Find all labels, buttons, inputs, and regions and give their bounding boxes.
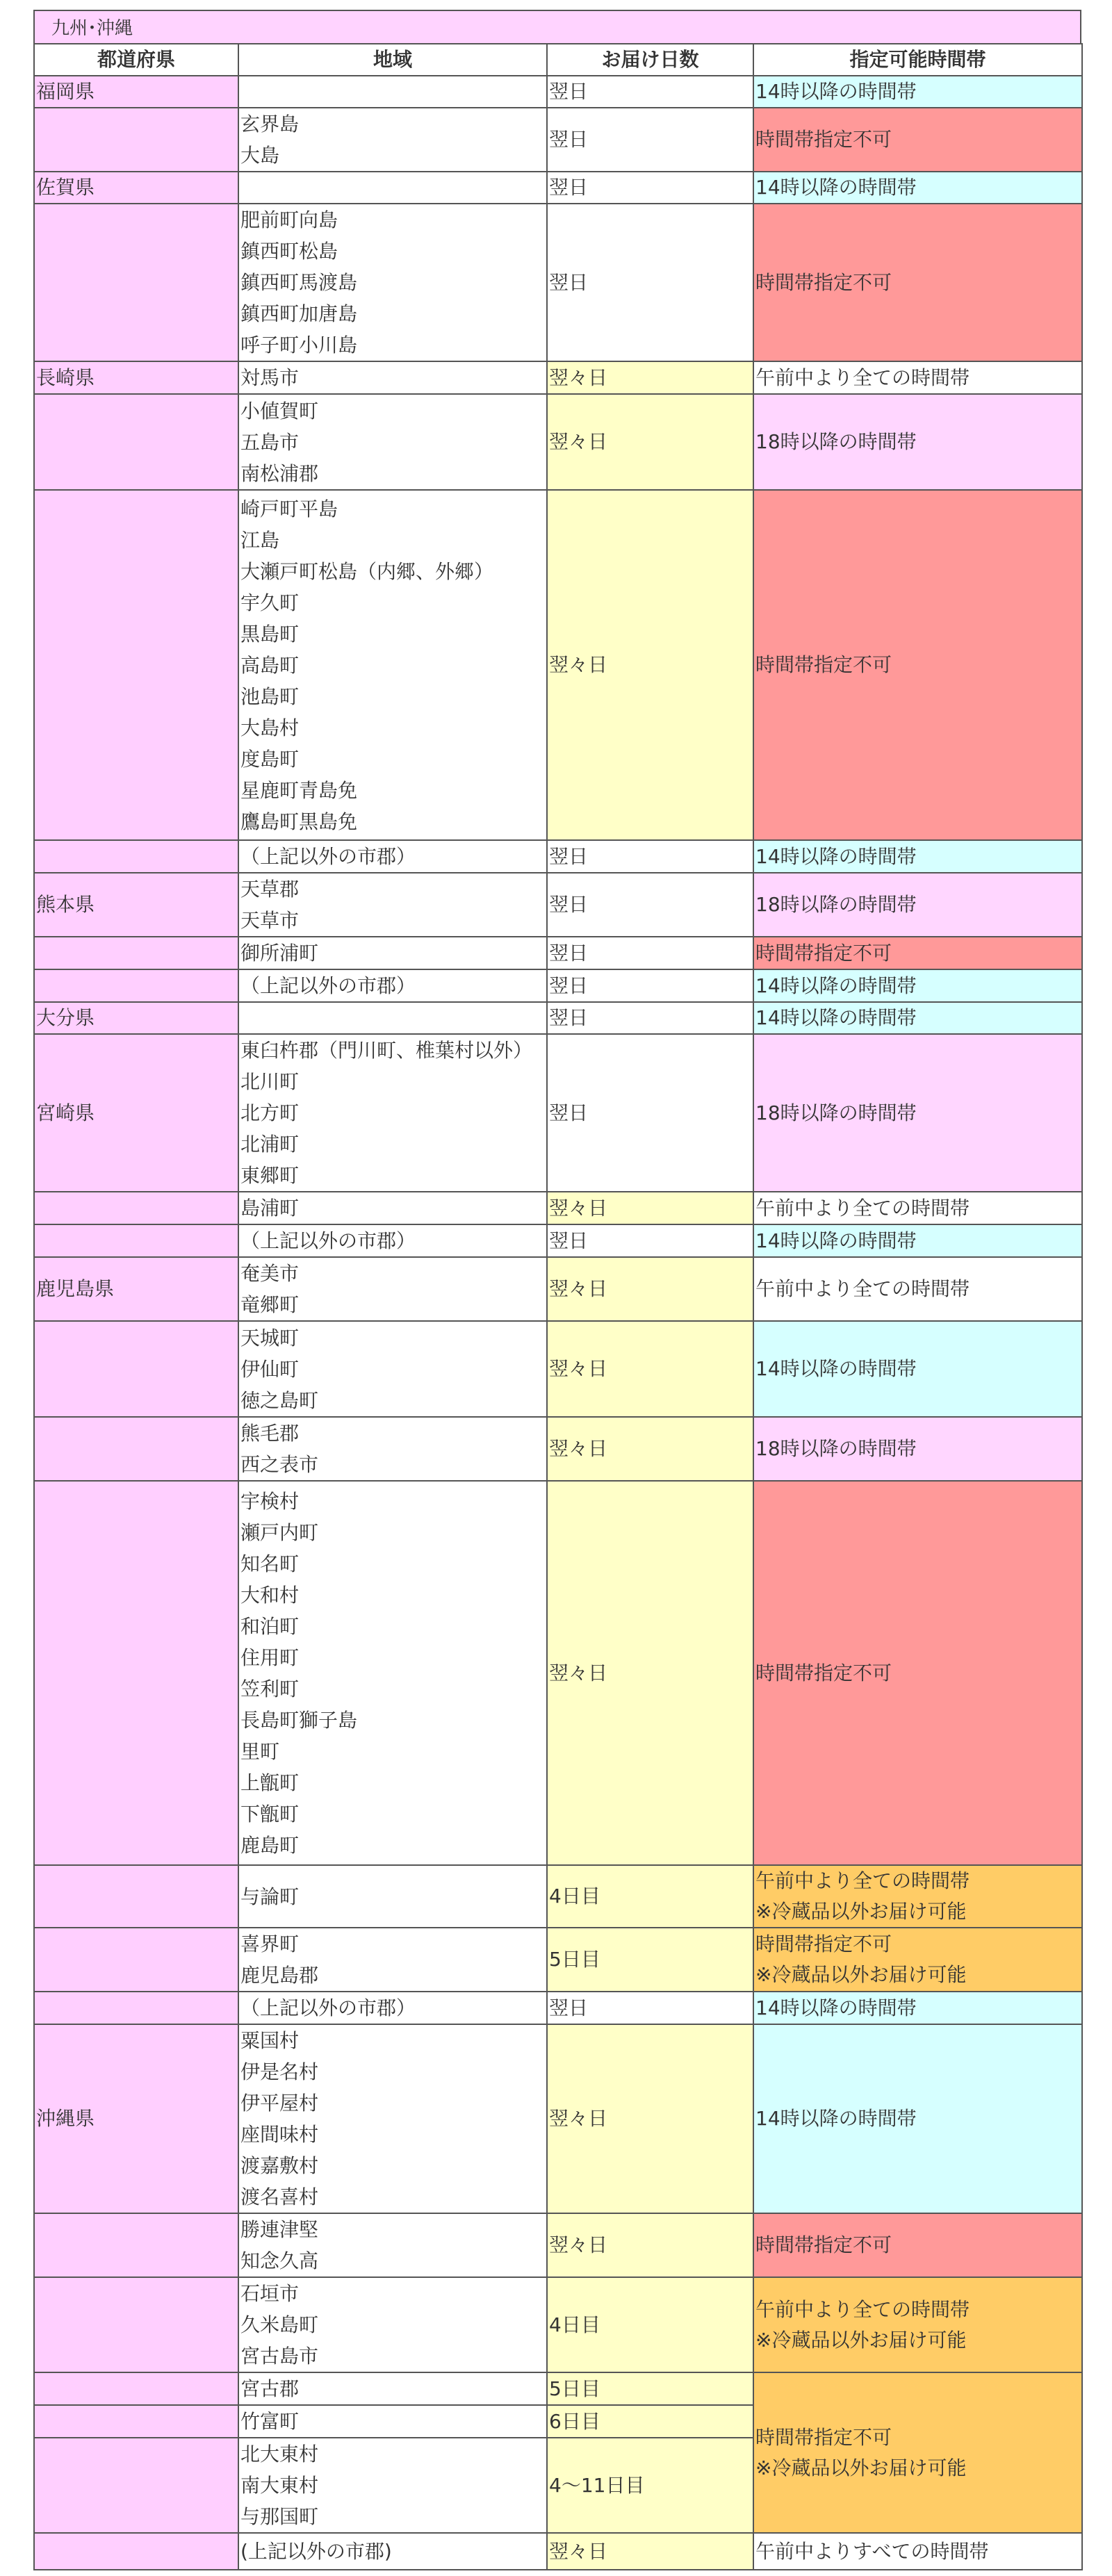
area-item: 喜界町 — [240, 1933, 300, 1955]
area-cell — [238, 1192, 547, 1224]
time-slot-cell — [753, 1992, 1082, 2024]
area-item: 呼子町小川島 — [240, 334, 358, 356]
delivery-days-cell: 翌日 — [547, 840, 753, 873]
time-slot-line: 14時以降の時間帯 — [755, 1996, 917, 2019]
delivery-days-cell: 翌々日 — [547, 2213, 753, 2277]
area-item: 島浦町 — [240, 1197, 300, 1220]
area-item: 里町 — [240, 1739, 280, 1763]
delivery-days-cell: 翌々日 — [547, 2024, 753, 2213]
prefecture-cell: 沖縄県 — [34, 2024, 238, 2213]
delivery-days-cell: 翌日 — [547, 873, 753, 937]
time-slot-line: 時間帯指定不可 — [755, 128, 892, 151]
area-item: 粟国村 — [240, 2029, 300, 2052]
area-cell — [238, 1002, 547, 1034]
region-header: 九州･沖縄 — [33, 10, 1081, 44]
area-item: 池島町 — [240, 684, 300, 708]
area-item: 宮古島市 — [240, 2345, 319, 2368]
area-item: （上記以外の市郡） — [240, 974, 416, 997]
time-slot-cell — [753, 490, 1082, 840]
time-slot-cell — [753, 172, 1082, 204]
time-slot-cell — [753, 394, 1082, 490]
time-slot-cell — [753, 873, 1082, 937]
area-item: 黒島町 — [240, 622, 300, 646]
table-row — [34, 204, 1082, 361]
table-row — [34, 1192, 1082, 1224]
area-item: 長島町獅子島 — [240, 1708, 358, 1732]
area-cell — [238, 2277, 547, 2372]
time-slot-line: 時間帯指定不可 — [755, 941, 892, 965]
area-cell — [238, 873, 547, 937]
table-row — [34, 1321, 1082, 1417]
delivery-days-cell: 翌日 — [547, 1992, 753, 2024]
table-row — [34, 1034, 1082, 1192]
area-item: 徳之島町 — [240, 1388, 319, 1412]
area-cell — [238, 969, 547, 1002]
area-item: 天城町 — [240, 1326, 300, 1349]
area-item: 北方町 — [240, 1101, 300, 1124]
prefecture-cell — [34, 2438, 238, 2533]
time-slot-line: 14時以降の時間帯 — [755, 974, 917, 997]
prefecture-cell — [34, 2372, 238, 2405]
table-row — [34, 76, 1082, 108]
time-slot-cell — [753, 1224, 1082, 1257]
table-row — [34, 394, 1082, 490]
area-item: 北大東村 — [240, 2443, 319, 2466]
area-item: （上記以外の市郡） — [240, 1229, 416, 1252]
area-cell — [238, 1865, 547, 1928]
area-item: 鎮西町松島 — [240, 240, 338, 263]
area-item: 和泊町 — [240, 1614, 300, 1638]
delivery-days-cell: 翌日 — [547, 937, 753, 969]
delivery-days-cell: 翌日 — [547, 1002, 753, 1034]
time-slot-line: 時間帯指定不可 — [755, 1933, 892, 1955]
area-item: 南松浦郡 — [240, 461, 319, 485]
time-slot-cell — [753, 1321, 1082, 1417]
area-item: 東臼杵郡（門川町、椎葉村以外） — [240, 1039, 533, 1062]
area-cell — [238, 1928, 547, 1992]
time-slot-line: ※冷蔵品以外お届け可能 — [755, 2456, 967, 2479]
table-row — [34, 361, 1082, 394]
time-slot-line: 14時以降の時間帯 — [755, 1006, 917, 1029]
time-slot-line: 午前中より全ての時間帯 — [755, 366, 970, 389]
prefecture-cell — [34, 2405, 238, 2438]
delivery-days-cell: 翌日 — [547, 1034, 753, 1192]
table-row — [34, 490, 1082, 840]
prefecture-cell — [34, 394, 238, 490]
delivery-days-cell: 5日目 — [547, 1928, 753, 1992]
prefecture-cell — [34, 1417, 238, 1481]
area-item: 石垣市 — [240, 2282, 300, 2305]
area-cell — [238, 2405, 547, 2438]
delivery-days-cell: 翌々日 — [547, 1321, 753, 1417]
area-item: 鎮西町加唐島 — [240, 302, 358, 325]
area-cell — [238, 2372, 547, 2405]
area-cell — [238, 1257, 547, 1321]
area-item: 宮古郡 — [240, 2377, 300, 2400]
area-item: 星鹿町青島免 — [240, 778, 358, 802]
table-row — [34, 873, 1082, 937]
area-item: 小値賀町 — [240, 399, 319, 423]
prefecture-cell — [34, 1928, 238, 1992]
delivery-days-cell: 翌々日 — [547, 1192, 753, 1224]
area-item: 大瀬戸町松島（内郷、外郷） — [240, 559, 494, 583]
prefecture-cell — [34, 1481, 238, 1865]
area-item: 玄界島 — [240, 113, 300, 136]
table-row — [34, 1992, 1082, 2024]
time-slot-line: 14時以降の時間帯 — [755, 2107, 917, 2130]
delivery-days-cell: 翌日 — [547, 969, 753, 1002]
area-item: 肥前町向島 — [240, 208, 338, 231]
table-row — [34, 1257, 1082, 1321]
table-row — [34, 840, 1082, 873]
time-slot-line: ※冷蔵品以外お届け可能 — [755, 1900, 967, 1923]
area-cell — [238, 1417, 547, 1481]
table-row — [34, 1417, 1082, 1481]
area-item: 鷹島町黒島免 — [240, 810, 358, 833]
time-slot-cell — [753, 1257, 1082, 1321]
table-row — [34, 937, 1082, 969]
area-item: （上記以外の市郡） — [240, 845, 416, 868]
prefecture-cell: 熊本県 — [34, 873, 238, 937]
delivery-days-cell: 翌日 — [547, 204, 753, 361]
area-item: （上記以外の市郡） — [240, 1996, 416, 2019]
table-row — [34, 2024, 1082, 2213]
area-cell — [238, 394, 547, 490]
table-row — [34, 1928, 1082, 1992]
area-item: 熊毛郡 — [240, 1422, 300, 1445]
delivery-days-cell: 翌日 — [547, 76, 753, 108]
delivery-days-cell: 翌々日 — [547, 490, 753, 840]
delivery-days-cell: 翌々日 — [547, 2533, 753, 2570]
prefecture-cell: 宮崎県 — [34, 1034, 238, 1192]
delivery-days-cell: 4日目 — [547, 1865, 753, 1928]
time-slot-cell — [753, 76, 1082, 108]
area-item: 大島 — [240, 144, 280, 167]
area-item: 上甑町 — [240, 1771, 300, 1794]
prefecture-cell: 佐賀県 — [34, 172, 238, 204]
delivery-table-wrapper — [33, 10, 1081, 2570]
area-cell — [238, 2024, 547, 2213]
area-cell — [238, 1481, 547, 1865]
delivery-days-cell: 翌々日 — [547, 1481, 753, 1865]
area-cell — [238, 1224, 547, 1257]
time-slot-line: 午前中より全ての時間帯 — [755, 1277, 970, 1300]
prefecture-cell: 長崎県 — [34, 361, 238, 394]
area-item: 天草市 — [240, 909, 300, 932]
time-slot-cell — [753, 1865, 1082, 1928]
area-item: 度島町 — [240, 747, 300, 771]
area-cell — [238, 172, 547, 204]
time-slot-cell — [753, 361, 1082, 394]
area-item: 宇検村 — [240, 1489, 300, 1513]
prefecture-cell — [34, 969, 238, 1002]
prefecture-cell — [34, 2533, 238, 2570]
area-item: 大島村 — [240, 716, 300, 739]
time-slot-line: 14時以降の時間帯 — [755, 176, 917, 199]
delivery-days-cell: 翌日 — [547, 172, 753, 204]
area-item: 竜郷町 — [240, 1293, 300, 1316]
table-header-row — [34, 44, 1082, 76]
prefecture-cell: 大分県 — [34, 1002, 238, 1034]
area-cell — [238, 937, 547, 969]
delivery-days-cell: 翌々日 — [547, 1257, 753, 1321]
table-row — [34, 1002, 1082, 1034]
table-row — [34, 1865, 1082, 1928]
area-item: 五島市 — [240, 430, 300, 454]
prefecture-cell — [34, 1192, 238, 1224]
area-item: 知念久高 — [240, 2249, 319, 2272]
area-item: 奄美市 — [240, 1262, 300, 1285]
time-slot-line: 14時以降の時間帯 — [755, 80, 917, 103]
table-row — [34, 1481, 1082, 1865]
time-slot-cell — [753, 2277, 1082, 2372]
table-row — [34, 2213, 1082, 2277]
time-slot-line: 午前中より全ての時間帯 — [755, 1196, 970, 1220]
time-slot-cell — [753, 1928, 1082, 1992]
table-body — [34, 76, 1082, 2570]
time-slot-cell — [753, 937, 1082, 969]
delivery-days-cell: 6日目 — [547, 2405, 753, 2438]
area-item: 伊是名村 — [240, 2060, 319, 2083]
prefecture-cell — [34, 1992, 238, 2024]
prefecture-cell — [34, 1321, 238, 1417]
time-slot-cell — [753, 1034, 1082, 1192]
time-slot-cell — [753, 840, 1082, 873]
time-slot-cell — [753, 969, 1082, 1002]
table-row — [34, 969, 1082, 1002]
area-item: 与那国町 — [240, 2505, 319, 2528]
area-item: 鎮西町馬渡島 — [240, 271, 358, 294]
table-row — [34, 172, 1082, 204]
delivery-days-cell: 4〜11日目 — [547, 2438, 753, 2533]
area-item: 伊平屋村 — [240, 2092, 319, 2115]
time-slot-cell — [753, 1417, 1082, 1481]
area-cell — [238, 1034, 547, 1192]
time-slot-cell — [753, 1192, 1082, 1224]
area-cell — [238, 1321, 547, 1417]
time-slot-line: ※冷蔵品以外お届け可能 — [755, 1963, 967, 1986]
time-slot-line: 18時以降の時間帯 — [755, 893, 917, 916]
time-slot-line: 18時以降の時間帯 — [755, 1101, 917, 1124]
delivery-days-cell: 翌々日 — [547, 1417, 753, 1481]
area-cell — [238, 108, 547, 172]
prefecture-cell — [34, 2277, 238, 2372]
area-cell — [238, 76, 547, 108]
time-slot-line: ※冷蔵品以外お届け可能 — [755, 2328, 967, 2352]
time-slot-cell — [753, 204, 1082, 361]
time-slot-line: 時間帯指定不可 — [755, 270, 892, 294]
time-slot-line: 午前中よりすべての時間帯 — [755, 2539, 989, 2563]
area-item: 与論町 — [240, 1885, 300, 1908]
delivery-days-cell: 翌日 — [547, 1224, 753, 1257]
area-item: 対馬市 — [240, 366, 300, 389]
time-slot-line: 時間帯指定不可 — [755, 1661, 892, 1684]
prefecture-cell — [34, 1224, 238, 1257]
area-item: 東郷町 — [240, 1164, 300, 1187]
area-item: 瀬戸内町 — [240, 1520, 319, 1544]
time-slot-line: 時間帯指定不可 — [755, 2233, 892, 2256]
time-slot-cell — [753, 2372, 1082, 2533]
prefecture-cell — [34, 1865, 238, 1928]
time-slot-cell — [753, 1481, 1082, 1865]
area-item: 竹富町 — [240, 2410, 300, 2433]
time-slot-line: 時間帯指定不可 — [755, 2425, 892, 2449]
prefecture-cell: 福岡県 — [34, 76, 238, 108]
area-item: 渡名喜村 — [240, 2185, 319, 2208]
delivery-table — [33, 43, 1083, 2570]
area-cell — [238, 2533, 547, 2570]
header-area: 地域 — [238, 44, 547, 76]
time-slot-line: 18時以降の時間帯 — [755, 1437, 917, 1460]
area-item: 笠利町 — [240, 1677, 300, 1700]
prefecture-cell — [34, 490, 238, 840]
time-slot-cell — [753, 2024, 1082, 2213]
area-cell — [238, 361, 547, 394]
prefecture-cell — [34, 2213, 238, 2277]
delivery-days-cell: 翌日 — [547, 108, 753, 172]
area-item: 江島 — [240, 528, 280, 552]
area-cell — [238, 2213, 547, 2277]
table-row — [34, 2372, 1082, 2405]
area-cell — [238, 204, 547, 361]
time-slot-line: 時間帯指定不可 — [755, 653, 892, 676]
delivery-days-cell: 5日目 — [547, 2372, 753, 2405]
area-item: 伊仙町 — [240, 1357, 300, 1381]
area-item: 下甑町 — [240, 1802, 300, 1826]
prefecture-cell — [34, 840, 238, 873]
prefecture-cell — [34, 937, 238, 969]
area-item: 御所浦町 — [240, 942, 319, 965]
area-item: 鹿児島郡 — [240, 1964, 319, 1987]
prefecture-cell — [34, 108, 238, 172]
time-slot-cell — [753, 1002, 1082, 1034]
table-row — [34, 2277, 1082, 2372]
time-slot-line: 午前中より全ての時間帯 — [755, 1869, 970, 1892]
area-item: 住用町 — [240, 1646, 300, 1669]
time-slot-cell — [753, 2213, 1082, 2277]
table-row — [34, 108, 1082, 172]
area-item: 北浦町 — [240, 1133, 300, 1156]
header-days: お届け日数 — [547, 44, 753, 76]
area-item: 座間味村 — [240, 2123, 319, 2146]
area-item: 知名町 — [240, 1552, 300, 1575]
area-item: 崎戸町平島 — [240, 497, 338, 520]
header-slot: 指定可能時間帯 — [753, 44, 1082, 76]
area-item: 渡嘉敷村 — [240, 2154, 319, 2177]
area-item: 鹿島町 — [240, 1833, 300, 1857]
area-item: 西之表市 — [240, 1453, 319, 1476]
time-slot-line: 14時以降の時間帯 — [755, 1357, 917, 1380]
area-cell — [238, 1992, 547, 2024]
prefecture-cell — [34, 204, 238, 361]
area-cell — [238, 490, 547, 840]
area-item: 天草郡 — [240, 878, 300, 901]
area-item: 勝連津堅 — [240, 2218, 319, 2241]
area-item: 久米島町 — [240, 2313, 319, 2336]
area-cell — [238, 2438, 547, 2533]
time-slot-line: 午前中より全ての時間帯 — [755, 2297, 970, 2321]
time-slot-line: 18時以降の時間帯 — [755, 430, 917, 453]
area-item: 北川町 — [240, 1070, 300, 1093]
area-item: 南大東村 — [240, 2474, 319, 2497]
area-item: 宇久町 — [240, 591, 300, 614]
area-item: 大和村 — [240, 1583, 300, 1607]
delivery-days-cell: 4日目 — [547, 2277, 753, 2372]
time-slot-cell — [753, 108, 1082, 172]
area-item: (上記以外の市郡) — [240, 2540, 392, 2563]
delivery-days-cell: 翌々日 — [547, 394, 753, 490]
area-cell — [238, 840, 547, 873]
header-pref: 都道府県 — [34, 44, 238, 76]
delivery-days-cell: 翌々日 — [547, 361, 753, 394]
time-slot-cell — [753, 2533, 1082, 2570]
table-row — [34, 1224, 1082, 1257]
table-row — [34, 2533, 1082, 2570]
time-slot-line: 14時以降の時間帯 — [755, 1229, 917, 1252]
prefecture-cell: 鹿児島県 — [34, 1257, 238, 1321]
time-slot-line: 14時以降の時間帯 — [755, 844, 917, 868]
area-item: 高島町 — [240, 653, 300, 677]
